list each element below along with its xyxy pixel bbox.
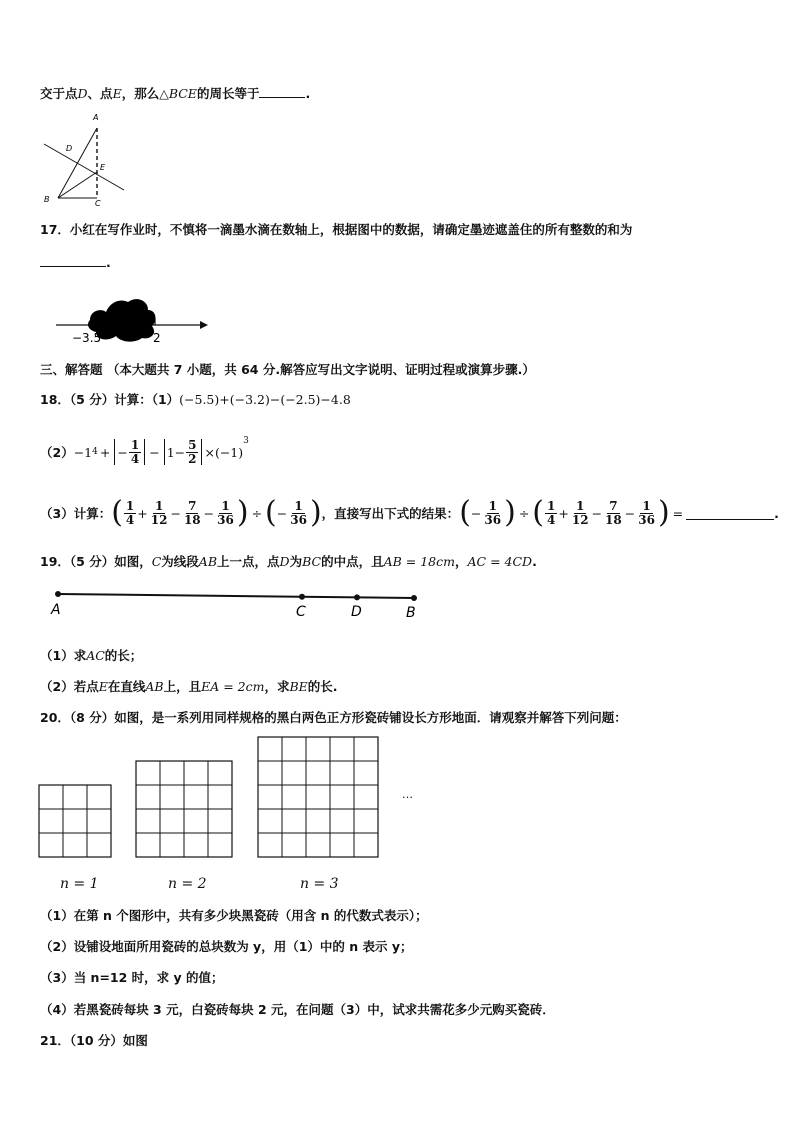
- q18-part3: （3）计算： ( $\frac{1}{4}$ + $\frac{1}{12}$ − $\frac{7}{18}$ − $\frac{1}{36}$ ) ÷ ( − $\frac{1}{36}$ ) ，直接写出下式的结果： ( − $\frac{1}{36}$ ) ÷ ( $\frac{1}{4}$ + $\frac{1}{12}$ − $\frac{7}{18}$ − $\frac{1}{36}$ ) = .: [40, 495, 779, 530]
- q20-sub1: （1）在第 n 个图形中，共有多少块黑瓷砖（用含 n 的代数式表示）；: [40, 908, 428, 923]
- section-heading: 三、解答题 （本大题共 7 小题，共 64 分.解答应写出文字说明、证明过程或演算步骤.）: [40, 362, 535, 377]
- tile-grid-n3: [257, 736, 381, 860]
- q21-text: 21．（10 分）如图: [40, 1033, 148, 1048]
- segment-figure: [44, 586, 434, 622]
- q18-line1: 18．（5 分）计算：（1）(−5.5)+(−3.2)−(−2.5)−4.8: [40, 392, 351, 407]
- q18-part2: （2） −1 4 + − $\frac{1}{4}$ − 1− $\frac{5}{2}$ ×(−1) $^3$: [40, 436, 249, 466]
- label-n1: n = 1: [60, 876, 99, 892]
- label-A: A: [93, 113, 99, 122]
- answer-blank[interactable]: [259, 85, 305, 98]
- q20-sub3: （3）当 n=12 时，求 y 的值；: [40, 970, 224, 985]
- answer-blank[interactable]: [40, 254, 106, 267]
- label-D: D: [66, 144, 73, 153]
- q20-text: 20．（8 分）如图，是一系列用同样规格的黑白两色正方形瓷砖铺设长方形地面．请观察并解答下列问题：: [40, 710, 627, 725]
- point-D: D: [351, 604, 362, 620]
- q20-sub4: （4）若黑瓷砖每块 3 元，白瓷砖每块 2 元，在问题（3）中，试求共需花多少元购买瓷砖．: [40, 1002, 555, 1017]
- q19-sub2: （2）若点E在直线AB上，且EA = 2cm，求BE的长.: [40, 679, 338, 694]
- label-n3: n = 3: [300, 876, 339, 892]
- label-E: E: [100, 163, 106, 172]
- left-value-label: −3.5: [72, 331, 102, 345]
- label-n2: n = 2: [168, 876, 207, 892]
- point-B: B: [406, 605, 416, 621]
- point-A: A: [51, 602, 61, 618]
- tile-grid-n2: [135, 760, 235, 860]
- label-C: C: [95, 199, 101, 208]
- q17-text: 17．小红在写作业时，不慎将一滴墨水滴在数轴上，根据图中的数据，请确定墨迹遮盖住的所有整数的和为: [40, 222, 633, 237]
- number-line-figure: [50, 292, 220, 348]
- tile-grid-n1: [38, 784, 114, 860]
- q16-line: 交于点D、点E，那么△BCE的周长等于 .: [40, 86, 311, 101]
- point-C: C: [296, 604, 306, 620]
- q20-sub2: （2）设铺设地面所用瓷砖的总块数为 y，用（1）中的 n 表示 y；: [40, 939, 413, 954]
- ellipsis: …: [402, 788, 413, 801]
- triangle-figure: [38, 108, 138, 208]
- q19-line: 19．（5 分）如图，C为线段AB上一点，点D为BC的中点，且AB = 18cm，AC = 4CD.: [40, 554, 537, 569]
- right-value-label: 2: [153, 331, 161, 345]
- q17-blank-line: .: [40, 254, 111, 270]
- label-B: B: [44, 195, 50, 204]
- q19-sub1: （1）求AC的长；: [40, 648, 143, 663]
- answer-blank[interactable]: [686, 507, 774, 520]
